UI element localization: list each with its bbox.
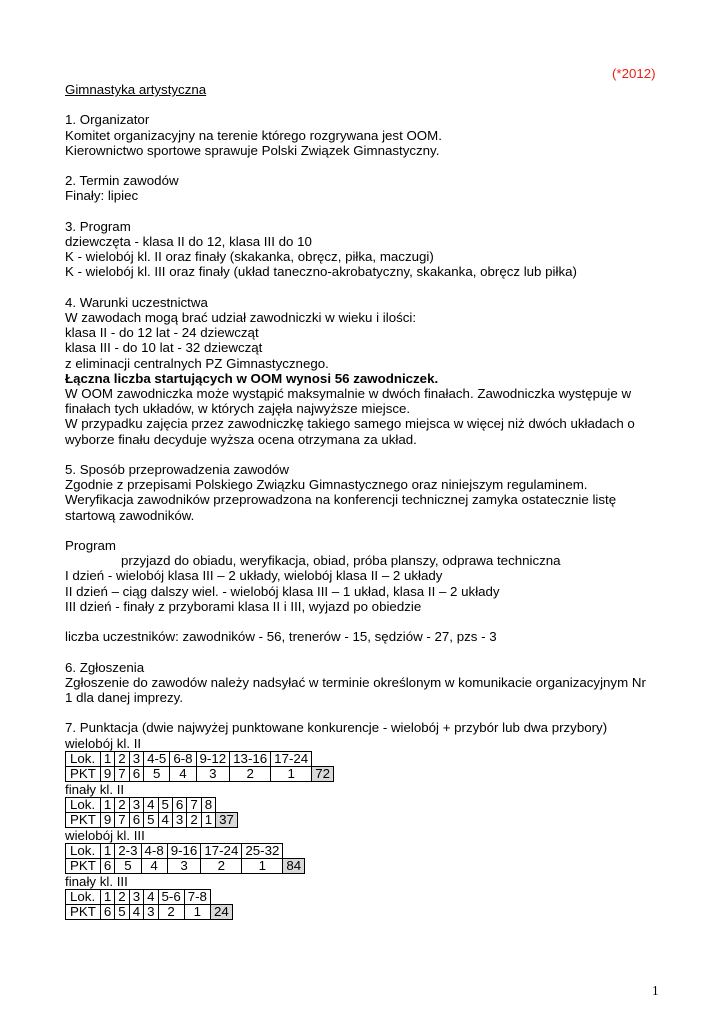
table-cell-place: 3 bbox=[129, 798, 143, 813]
table-cell-points: 6 bbox=[100, 859, 114, 874]
row-label-pkt: PKT bbox=[66, 766, 101, 781]
section-6-line: 1 dla danej imprezy. bbox=[65, 690, 184, 705]
table-cell-place: 2-3 bbox=[115, 844, 141, 859]
table-cell-place: 1 bbox=[100, 890, 114, 905]
table-cell-points: 3 bbox=[196, 766, 230, 781]
section-4-line: klasa II - do 12 lat - 24 dziewcząt bbox=[65, 325, 259, 341]
table-cell-total: 72 bbox=[312, 766, 334, 781]
row-label-lok: Lok. bbox=[66, 751, 101, 766]
table-cell-place: 1 bbox=[100, 751, 114, 766]
section-1-line: Kierownictwo sportowe sprawuje Polski Związek Gimnastyczny. bbox=[65, 142, 440, 158]
table-cell-points: 5 bbox=[115, 905, 129, 920]
row-label-lok: Lok. bbox=[66, 890, 101, 905]
table-row bbox=[66, 905, 233, 920]
table-cell-points: 1 bbox=[242, 859, 283, 874]
table-cell-place: 3 bbox=[129, 751, 143, 766]
table-caption: finały kl. III bbox=[65, 874, 128, 890]
table-caption: wielobój kl. II bbox=[65, 735, 142, 751]
table-caption: finały kl. II bbox=[65, 781, 125, 797]
section-1-heading: 1. Organizator bbox=[65, 112, 150, 128]
section-4-heading: 4. Warunki uczestnictwa bbox=[65, 294, 208, 310]
table-cell-total: 84 bbox=[283, 859, 305, 874]
table-cell-points: 2 bbox=[158, 905, 184, 920]
participants-line: liczba uczestników: zawodników - 56, trenerów - 15, sędziów - 27, pzs - 3 bbox=[65, 629, 497, 645]
table-row bbox=[66, 890, 233, 905]
table-cell-place: 2 bbox=[115, 890, 129, 905]
section-4-line: W zawodach mogą brać udział zawodniczki w wieku i ilości: bbox=[65, 309, 417, 325]
table-cell-place: 13-16 bbox=[230, 751, 271, 766]
table-row bbox=[66, 859, 305, 874]
scoring-tables bbox=[65, 736, 665, 921]
table-cell-points: 9 bbox=[100, 813, 114, 828]
table-cell-points: 6 bbox=[100, 905, 114, 920]
table-cell-total: 24 bbox=[210, 905, 232, 920]
table-cell-place: 3 bbox=[129, 890, 143, 905]
table-cell-points: 3 bbox=[167, 859, 201, 874]
table-cell-points: 4 bbox=[170, 766, 196, 781]
table-cell-place: 7 bbox=[187, 798, 201, 813]
section-6-line: Zgłoszenie do zawodów należy nadsyłać w terminie określonym w komunikacie organizacyjnym Nr bbox=[65, 674, 646, 690]
points-table bbox=[65, 797, 238, 828]
year-note: (*2012) bbox=[612, 66, 656, 81]
table-cell-points: 4 bbox=[129, 905, 143, 920]
table-cell-place: 2 bbox=[115, 798, 129, 813]
table-row bbox=[66, 813, 238, 828]
row-label-pkt: PKT bbox=[66, 813, 101, 828]
section-4-line: klasa III - do 10 lat - 32 dziewcząt bbox=[65, 340, 263, 356]
row-label-pkt: PKT bbox=[66, 905, 101, 920]
section-5-heading: 5. Sposób przeprowadzenia zawodów bbox=[65, 462, 289, 477]
row-label-lok: Lok. bbox=[66, 844, 101, 859]
table-cell-place: 9-16 bbox=[167, 844, 201, 859]
section-5-line: Zgodnie z przepisami Polskiego Związku Gimnastycznego oraz niniejszym regulaminem. bbox=[65, 477, 588, 493]
section-5-line: Weryfikacja zawodników przeprowadzona na konferencji technicznej zamyka ostatecznie listę bbox=[65, 492, 617, 508]
section-4-bold-line: Łączna liczba startujących w OOM wynosi 56 zawodniczek. bbox=[65, 370, 439, 386]
table-cell-points: 1 bbox=[271, 766, 312, 781]
table-cell-place: 5 bbox=[158, 798, 172, 813]
table-cell-place: 17-24 bbox=[271, 751, 312, 766]
table-cell-points: 2 bbox=[201, 859, 242, 874]
table-cell-points: 3 bbox=[172, 813, 186, 828]
table-cell-place: 5-6 bbox=[158, 890, 184, 905]
points-table bbox=[65, 843, 305, 874]
table-cell-points: 2 bbox=[187, 813, 201, 828]
section-3-line: K - wielobój kl. III oraz finały (układ taneczno-akrobatyczny, skakanka, obręcz lub piłka) bbox=[65, 264, 577, 280]
section-4-line: wyborze finału decyduje wyższa ocena otrzymana za układ. bbox=[65, 431, 417, 447]
program-day-line: III dzień - finały z przyborami klasa II i III, wyjazd po obiedzie bbox=[65, 598, 422, 614]
section-5-line: startową zawodników. bbox=[65, 507, 195, 523]
program-arrival-line: przyjazd do obiadu, weryfikacja, obiad, próba planszy, odprawa techniczna bbox=[121, 553, 561, 569]
table-cell-place: 4 bbox=[144, 798, 158, 813]
table-cell-points: 2 bbox=[230, 766, 271, 781]
row-label-pkt: PKT bbox=[66, 859, 101, 874]
table-cell-place: 1 bbox=[100, 844, 114, 859]
section-3-line: K - wielobój kl. II oraz finały (skakanka, obręcz, piłka, maczugi) bbox=[65, 249, 434, 265]
table-cell-points: 6 bbox=[129, 813, 143, 828]
table-cell-place: 17-24 bbox=[201, 844, 242, 859]
section-4-line: finałach tych układów, w których zajęła najwyższe miejsce. bbox=[65, 401, 411, 417]
section-3-heading: 3. Program bbox=[65, 218, 131, 234]
section-6-heading: 6. Zgłoszenia bbox=[65, 659, 145, 675]
table-cell-place: 7-8 bbox=[184, 890, 210, 905]
document-title: Gimnastyka artystyczna bbox=[65, 82, 207, 97]
section-2-heading: 2. Termin zawodów bbox=[65, 173, 179, 189]
section-7-heading: 7. Punktacja (dwie najwyżej punktowane konkurencje - wielobój + przybór lub dwa przybory) bbox=[65, 720, 608, 736]
section-4-line: W OOM zawodniczka może wystąpić maksymalnie w dwóch finałach. Zawodniczka występuje w bbox=[65, 386, 632, 401]
table-row bbox=[66, 798, 238, 813]
table-cell-points: 5 bbox=[115, 859, 141, 874]
table-cell-place: 9-12 bbox=[196, 751, 230, 766]
table-cell-points: 7 bbox=[115, 766, 129, 781]
table-cell-points: 4 bbox=[158, 813, 172, 828]
section-4-line: z eliminacji centralnych PZ Gimnastycznego. bbox=[65, 355, 329, 371]
table-cell-points: 5 bbox=[144, 813, 158, 828]
table-row bbox=[66, 844, 305, 859]
table-cell-points: 1 bbox=[201, 813, 215, 828]
program-day-line: I dzień - wielobój klasa III – 2 układy, wielobój klasa II – 2 układy bbox=[65, 568, 443, 584]
document-body bbox=[65, 82, 665, 920]
table-cell-place: 6 bbox=[172, 798, 186, 813]
table-cell-place: 6-8 bbox=[170, 751, 196, 766]
table-cell-points: 1 bbox=[184, 905, 210, 920]
program-day-line: II dzień – ciąg dalszy wiel. - wielobój klasa III – 1 układ, klasa II – 2 układy bbox=[65, 583, 500, 599]
program-heading: Program bbox=[65, 538, 116, 553]
section-3-line: dziewczęta - klasa II do 12, klasa III do 10 bbox=[65, 233, 312, 249]
table-cell-place: 4-5 bbox=[144, 751, 170, 766]
table-cell-points: 6 bbox=[129, 766, 143, 781]
table-row bbox=[66, 766, 334, 781]
table-cell-place: 1 bbox=[100, 798, 114, 813]
page-number: 1 bbox=[652, 983, 659, 998]
table-cell-points: 3 bbox=[144, 905, 158, 920]
points-table bbox=[65, 889, 233, 920]
section-2-line: Finały: lipiec bbox=[65, 188, 139, 204]
table-cell-place: 2 bbox=[115, 751, 129, 766]
table-row bbox=[66, 751, 334, 766]
table-cell-place: 8 bbox=[201, 798, 215, 813]
section-1-line: Komitet organizacyjny na terenie którego rozgrywana jest OOM. bbox=[65, 127, 442, 143]
table-cell-place: 4 bbox=[144, 890, 158, 905]
row-label-lok: Lok. bbox=[66, 798, 101, 813]
table-cell-place: 4-8 bbox=[141, 844, 167, 859]
table-cell-total: 37 bbox=[216, 813, 238, 828]
table-cell-points: 7 bbox=[115, 813, 129, 828]
points-table bbox=[65, 751, 334, 782]
table-cell-points: 9 bbox=[100, 766, 114, 781]
table-cell-place: 25-32 bbox=[242, 844, 283, 859]
table-cell-points: 4 bbox=[141, 859, 167, 874]
table-caption: wielobój kl. III bbox=[65, 828, 145, 843]
section-4-line: W przypadku zajęcia przez zawodniczkę takiego samego miejsca w więcej niż dwóch układach o bbox=[65, 416, 635, 432]
table-cell-points: 5 bbox=[144, 766, 170, 781]
